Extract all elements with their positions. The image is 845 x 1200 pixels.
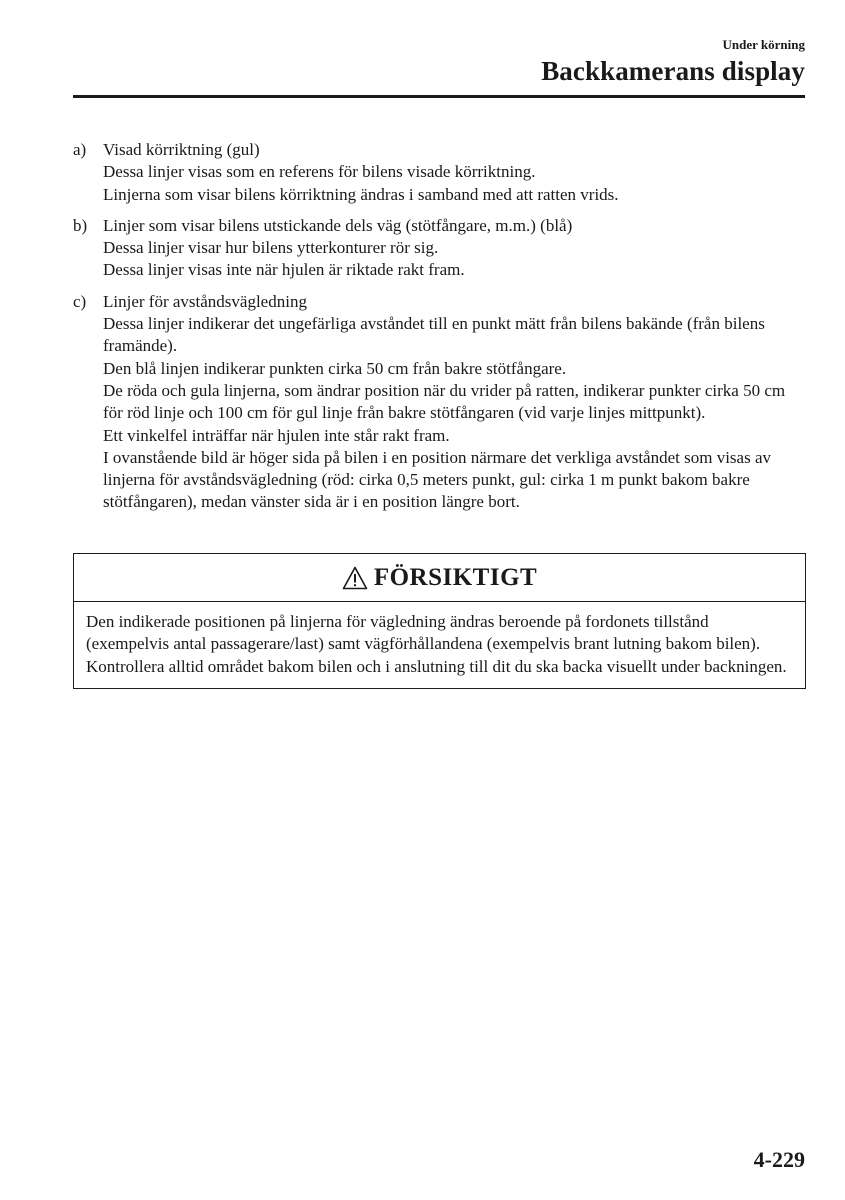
caution-box: [73, 553, 806, 689]
caution-title: FÖRSIKTIGT: [373, 563, 538, 591]
section-label: Under körning: [722, 37, 805, 52]
item-list: [73, 139, 808, 523]
item-body: [103, 139, 619, 206]
item-text: Dessa linjer visas som en referens för bilens visade körriktning.: [103, 162, 536, 182]
item-body: [103, 291, 808, 514]
item-marker: a): [73, 140, 87, 159]
item-text: Den blå linjen indikerar punkten cirka 50 cm från bakre stötfångare.: [103, 358, 567, 378]
item-marker: b): [73, 215, 88, 235]
item-body: [103, 215, 572, 282]
item-text: Ett vinkelfel inträffar när hjulen inte står rakt fram.: [103, 425, 450, 445]
item-text: Dessa linjer indikerar det ungefärliga avståndet till en punkt mätt från bilens bakände (från bilens framände).: [103, 314, 765, 356]
item-heading: Linjer som visar bilens utstickande dels väg (stötfångare, m.m.) (blå): [103, 215, 573, 235]
item-text: Linjerna som visar bilens körriktning ändras i samband med att ratten vrids.: [103, 184, 619, 204]
item-text: Dessa linjer visar hur bilens ytterkonturer rör sig.: [103, 238, 439, 258]
item-heading: Linjer för avståndsvägledning: [103, 291, 307, 311]
page-number: 4-229: [753, 1147, 805, 1172]
item-text: Dessa linjer visas inte när hjulen är riktade rakt fram.: [103, 260, 465, 280]
item-heading: Visad körriktning (gul): [103, 140, 260, 159]
page-title: Backkamerans display: [541, 56, 805, 86]
item-text: I ovanstående bild är höger sida på bilen i en position närmare det verkliga avståndet som visas av linjerna för avståndsvägledning (röd: cirka 0,5 meters punkt, gul: cirka 1 m punkt bakom bakre stötfångaren), medan vänster sida är i en position längre bort.: [103, 447, 771, 512]
caution-paragraph: Kontrollera alltid området bakom bilen och i anslutning till dit du ska backa visuellt under backningen.: [86, 656, 787, 676]
title-divider: [73, 95, 805, 98]
item-marker: c): [73, 291, 87, 311]
item-text: De röda och gula linjerna, som ändrar position när du vrider på ratten, indikerar punkter cirka 50 cm för röd linje och 100 cm för gul linje från bakre stötfångaren (vid varje linjes mittpunkt).: [103, 380, 786, 423]
caution-body: [74, 602, 805, 688]
list-item-b: [73, 215, 808, 282]
caution-paragraph: Den indikerade positionen på linjerna för vägledning ändras beroende på fordonets tillstånd (exempelvis antal passagerare/last) samt vägförhållandena (exempelvis brant lutning bakom bilen).: [86, 612, 761, 654]
list-item-a: [73, 139, 808, 206]
warning-triangle-icon: [342, 566, 368, 590]
list-item-c: [73, 291, 808, 514]
caution-header: [74, 554, 805, 602]
